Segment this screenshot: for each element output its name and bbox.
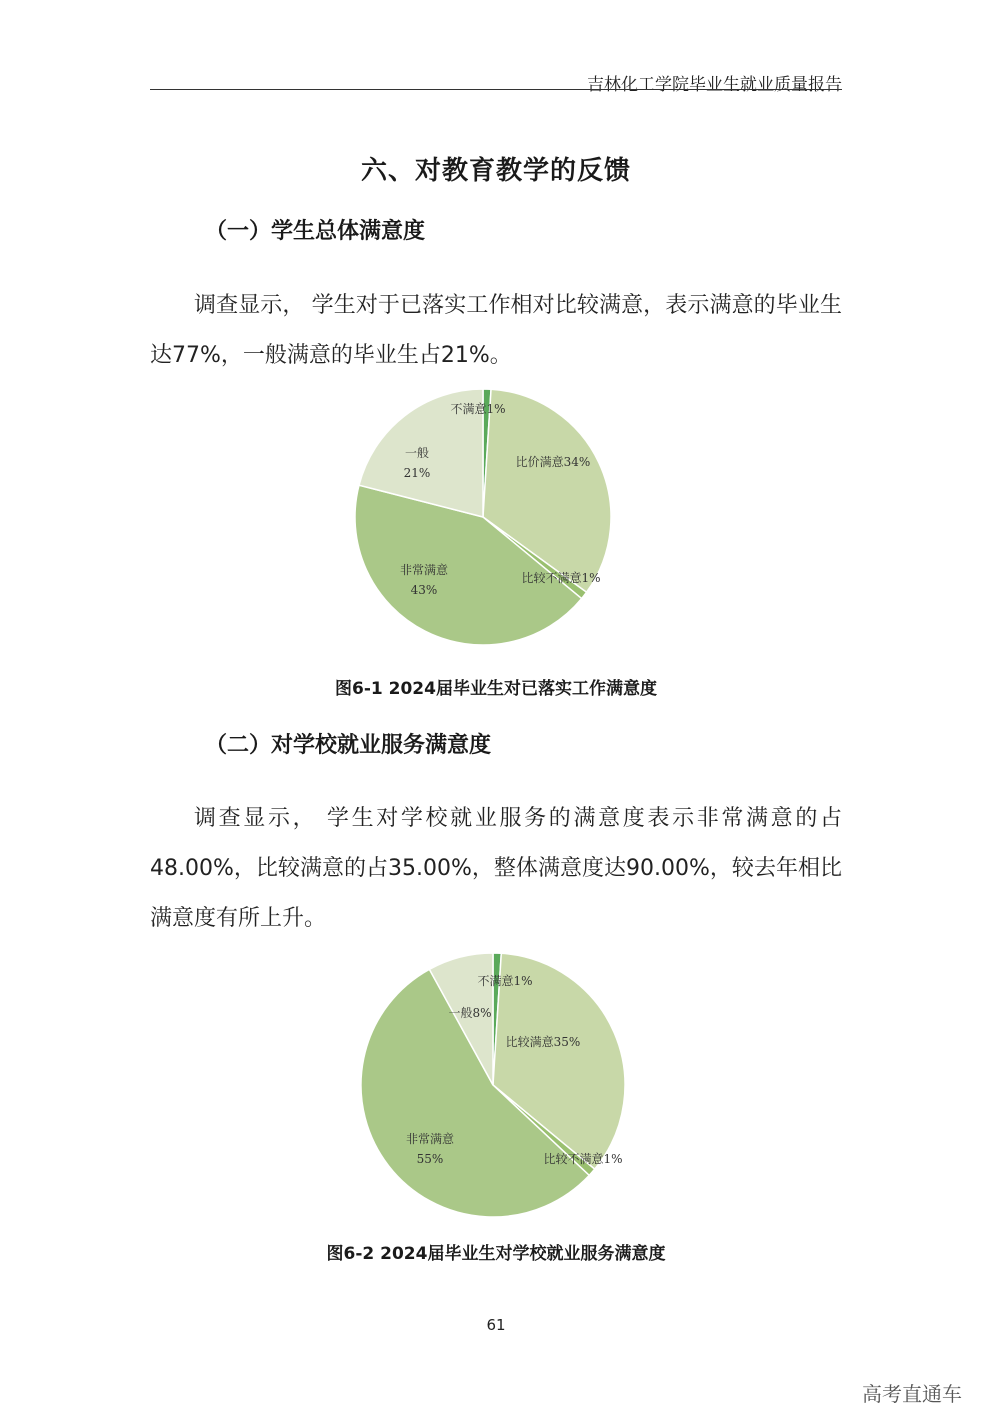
pie-slice-label-4: 非常满意 55% xyxy=(405,1132,455,1166)
pie-slice-label-3: 比较不满意1% xyxy=(521,571,601,585)
page-number: 61 xyxy=(486,1316,506,1334)
pie-slice-label-1: 不满意1% xyxy=(450,402,506,416)
pie-slice-label-5: 一般 21% xyxy=(403,446,431,480)
subsection-1-title: （一）学生总体满意度 xyxy=(205,219,426,244)
subsection-2-paragraph: 调查显示， 学生对学校就业服务的满意度表示非常满意的占48.00%，比较满意的占35.00%，整体满意度达90.00%，较去年相比满意度有所上升。 xyxy=(150,806,842,931)
section-title: 六、对教育教学的反馈 xyxy=(360,156,631,186)
pie-slice-label-2: 比较满意35% xyxy=(505,1035,581,1049)
pie-slice-label-2: 比价满意34% xyxy=(515,455,591,469)
header-title: 吉林化工学院毕业生就业质量报告 xyxy=(587,75,842,95)
pie-slice-label-5: 一般8% xyxy=(448,1006,492,1020)
subsection-1-paragraph: 调查显示， 学生对于已落实工作相对比较满意，表示满意的毕业生达77%，一般满意的毕业生占21%。 xyxy=(150,293,842,368)
pie-slice-label-1: 不满意1% xyxy=(477,974,533,988)
header-rule xyxy=(150,89,842,90)
pie-chart-work-satisfaction xyxy=(350,382,615,652)
pie-chart-employment-service-satisfaction xyxy=(360,955,630,1225)
pie-slice-label-4: 非常满意 43% xyxy=(399,563,449,597)
figure-6-1-caption: 图6-1 2024届毕业生对已落实工作满意度 xyxy=(335,679,657,699)
watermark: 高考直通车 xyxy=(862,1382,962,1406)
pie-slice-label-3: 比较不满意1% xyxy=(543,1152,623,1166)
subsection-2-title: （二）对学校就业服务满意度 xyxy=(205,733,492,758)
figure-6-2-caption: 图6-2 2024届毕业生对学校就业服务满意度 xyxy=(326,1244,666,1264)
